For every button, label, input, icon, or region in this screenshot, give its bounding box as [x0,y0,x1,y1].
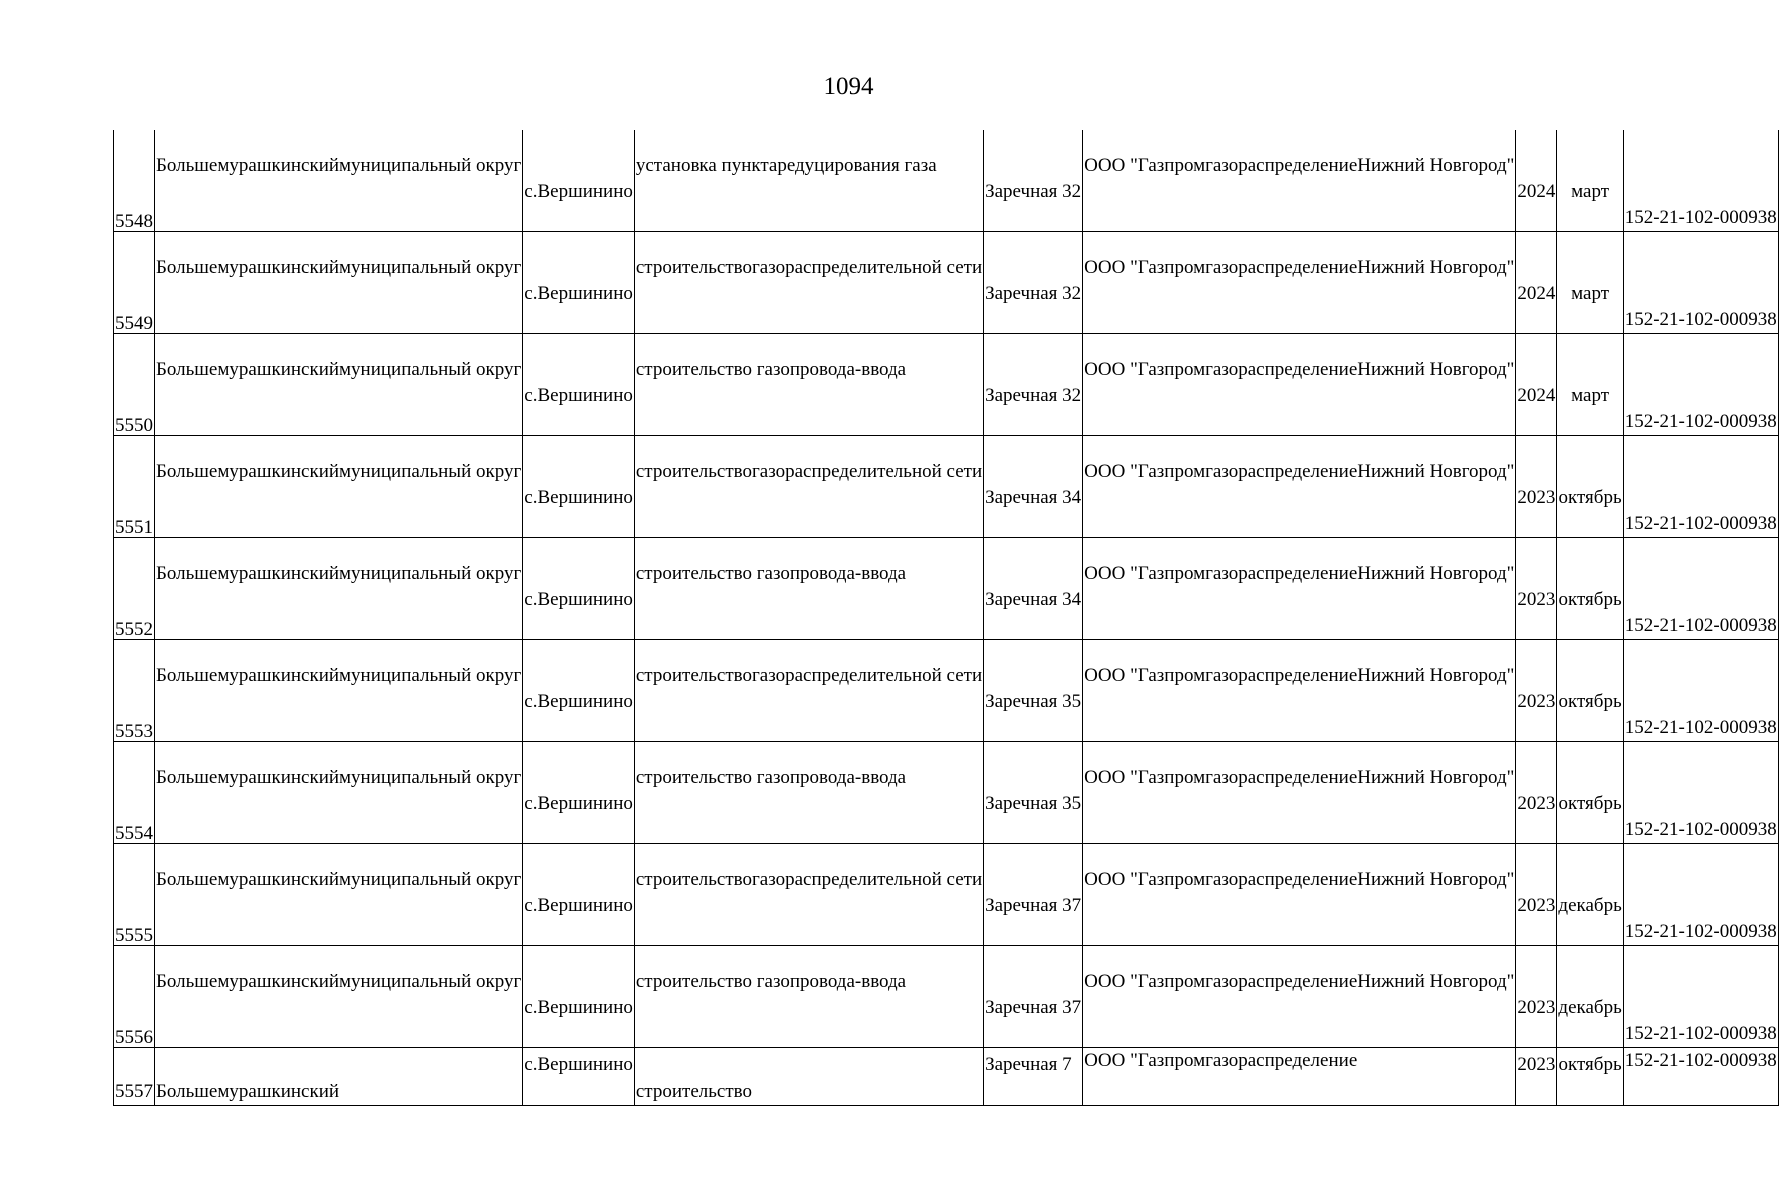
street-cell-text: Заречная 7 [985,1054,1072,1075]
street-cell [984,1048,1083,1106]
organization-cell-text [1084,155,1515,205]
work-type-cell-line: газораспределительной сети [751,257,983,278]
village-cell-text: с.Вершинино [524,997,633,1018]
row-number-cell [114,538,155,640]
organization-cell-text [1084,665,1515,715]
month-cell [1557,436,1623,538]
organization-cell-line: ООО "Газпром [1084,359,1206,380]
month-cell-text: март [1571,385,1610,406]
row-number-cell [114,1048,155,1106]
row-number-cell-text: 5554 [115,823,153,844]
village-cell-text: с.Вершинино [524,487,633,508]
row-number-cell-text: 5549 [115,313,153,334]
organization-cell [1083,232,1516,334]
district-cell-text [156,359,522,409]
year-cell [1516,436,1557,538]
district-cell-text [156,461,522,511]
organization-cell-line: ООО "Газпром [1084,257,1206,278]
work-type-cell-line: строительство газопровода- [635,563,862,584]
district-cell-line: муниципальный округ [339,461,522,482]
organization-cell [1083,844,1516,946]
table-row [114,334,1779,436]
organization-cell-line: газораспределение [1205,461,1358,482]
district-cell-text [156,563,522,613]
year-cell-text: 2023 [1517,895,1556,916]
work-type-cell-text [635,359,907,409]
month-cell [1557,946,1623,1048]
organization-cell-line: газораспределение [1205,869,1358,890]
street-cell [984,946,1083,1048]
village-cell [523,334,635,436]
district-cell-line: Большемурашкинский [156,869,340,890]
district-cell [155,1048,523,1106]
work-type-cell-line: редуцирования газа [777,155,937,176]
organization-cell-text [1084,359,1515,409]
work-type-cell-text [635,869,983,919]
village-cell-text: с.Вершинино [524,691,633,712]
work-type-cell-line: газораспределительной сети [751,869,983,890]
year-cell [1516,232,1557,334]
code-cell: 152-21-102-000938 [1623,334,1778,436]
year-cell-text: 2023 [1517,487,1556,508]
district-cell-line: муниципальный округ [339,155,522,176]
village-cell [523,946,635,1048]
street-cell-text: Заречная 37 [985,997,1082,1018]
organization-cell-line: Нижний Новгород" [1357,665,1515,686]
street-cell-text: Заречная 32 [985,283,1082,304]
district-cell [155,436,523,538]
work-type-cell-text [635,971,907,1021]
month-cell-text: октябрь [1558,589,1622,610]
work-type-cell-line: строительство газопровода- [635,971,862,992]
year-cell [1516,844,1557,946]
month-cell-text: декабрь [1558,997,1622,1018]
work-type-cell-line: ввода [861,767,907,788]
year-cell [1516,1048,1557,1106]
organization-cell [1083,1048,1516,1106]
district-cell-text [156,971,522,1021]
table-row [114,538,1779,640]
street-cell-text: Заречная 32 [985,181,1082,202]
month-cell [1557,232,1623,334]
work-type-cell [634,436,983,538]
district-cell-line: муниципальный округ [339,359,522,380]
organization-cell-text [1084,461,1515,511]
row-number-cell [114,844,155,946]
month-cell [1557,742,1623,844]
code-cell: 152-21-102-000938 [1623,130,1778,232]
village-cell [523,232,635,334]
year-cell-text: 2024 [1517,385,1556,406]
district-cell-line: муниципальный округ [339,767,522,788]
work-type-cell-line: газораспределительной сети [751,461,983,482]
district-cell [155,130,523,232]
month-cell [1557,844,1623,946]
street-cell-text: Заречная 35 [985,691,1082,712]
organization-cell-text [1084,257,1515,307]
code-cell: 152-21-102-000938 [1623,742,1778,844]
year-cell-text: 2023 [1517,691,1556,712]
village-cell-text: с.Вершинино [524,895,633,916]
village-cell [523,538,635,640]
organization-cell-line: газораспределение [1205,563,1358,584]
year-cell-text: 2023 [1517,1054,1556,1075]
table-row [114,130,1779,232]
year-cell [1516,130,1557,232]
month-cell-text: март [1571,181,1610,202]
table-row [114,742,1779,844]
district-cell [155,538,523,640]
table-row [114,1048,1779,1106]
organization-cell-line: ООО "Газпром [1084,869,1206,890]
year-cell [1516,640,1557,742]
district-cell-line: Большемурашкинский [156,563,340,584]
street-cell-text: Заречная 35 [985,793,1082,814]
village-cell-text: с.Вершинино [524,283,633,304]
work-type-cell-text [635,767,907,817]
code-cell: 152-21-102-000938 [1623,844,1778,946]
month-cell-text: октябрь [1558,691,1622,712]
organization-cell [1083,130,1516,232]
work-type-cell-text [636,1079,752,1105]
month-cell [1557,1048,1623,1106]
year-cell [1516,334,1557,436]
organization-cell-line: газораспределение [1205,359,1358,380]
street-cell-text: Заречная 37 [985,895,1082,916]
district-cell-line: муниципальный округ [339,563,522,584]
table-row [114,844,1779,946]
organization-cell-line: газораспределение [1205,155,1358,176]
year-cell-text: 2023 [1517,793,1556,814]
month-cell [1557,538,1623,640]
row-number-cell-text: 5551 [115,517,153,538]
work-type-cell-line: строительство [635,1081,752,1102]
district-cell-text [156,767,522,817]
village-cell [523,640,635,742]
row-number-cell-text: 5550 [115,415,153,436]
organization-cell-line: ООО "Газпром [1084,665,1206,686]
street-cell [984,742,1083,844]
row-number-cell [114,232,155,334]
district-cell-line: Большемурашкинский [156,461,340,482]
village-cell [523,844,635,946]
organization-cell-line: Нижний Новгород" [1357,155,1515,176]
year-cell-text: 2024 [1517,181,1556,202]
organization-cell-line: газораспределение [1205,257,1358,278]
organization-cell-line: ООО "Газпром [1084,155,1206,176]
work-type-cell-line: ввода [861,359,907,380]
month-cell [1557,334,1623,436]
district-cell-text [156,1079,339,1105]
village-cell-text: с.Вершинино [524,181,633,202]
village-cell [523,436,635,538]
district-cell [155,334,523,436]
district-cell-line: Большемурашкинский [156,1081,340,1102]
organization-cell [1083,436,1516,538]
organization-cell-line: Нижний Новгород" [1357,359,1515,380]
village-cell-text: с.Вершинино [524,589,633,610]
street-cell [984,640,1083,742]
organization-cell-line: газораспределение [1205,1050,1358,1071]
organization-cell [1083,334,1516,436]
registry-body [114,130,1779,1106]
organization-cell [1083,538,1516,640]
village-cell-text: с.Вершинино [524,1054,633,1075]
code-cell: 152-21-102-000938 [1623,946,1778,1048]
work-type-cell-text [635,665,983,715]
row-number-cell-text: 5552 [115,619,153,640]
row-number-cell [114,334,155,436]
organization-cell-text [1084,767,1515,817]
year-cell-text: 2023 [1517,997,1556,1018]
organization-cell-line: ООО "Газпром [1084,461,1206,482]
village-cell [523,1048,635,1106]
work-type-cell-line: газораспределительной сети [751,665,983,686]
organization-cell-line: Нижний Новгород" [1357,971,1515,992]
organization-cell-line: Нижний Новгород" [1357,461,1515,482]
district-cell-line: Большемурашкинский [156,155,340,176]
work-type-cell-text [635,257,983,307]
organization-cell-line: Нижний Новгород" [1357,563,1515,584]
code-cell: 152-21-102-000938 [1623,436,1778,538]
year-cell [1516,946,1557,1048]
organization-cell-line: ООО "Газпром [1084,767,1206,788]
street-cell [984,844,1083,946]
month-cell [1557,640,1623,742]
work-type-cell-line: установка пункта [635,155,778,176]
work-type-cell-line: строительство газопровода- [635,767,862,788]
work-type-cell [634,130,983,232]
registry-table [113,130,1779,1106]
district-cell-line: Большемурашкинский [156,359,340,380]
work-type-cell-line: строительство [635,461,752,482]
organization-cell-line: Нижний Новгород" [1357,869,1515,890]
district-cell-line: Большемурашкинский [156,257,340,278]
district-cell-line: Большемурашкинский [156,767,340,788]
month-cell-text: октябрь [1558,1054,1622,1075]
work-type-cell [634,334,983,436]
work-type-cell [634,742,983,844]
work-type-cell [634,538,983,640]
street-cell [984,232,1083,334]
row-number-cell-text: 5548 [115,211,153,232]
district-cell-text [156,869,522,919]
district-cell-line: Большемурашкинский [156,971,340,992]
table-row [114,946,1779,1048]
district-cell [155,232,523,334]
code-cell: 152-21-102-000938 [1623,1048,1778,1106]
district-cell-text [156,665,522,715]
district-cell [155,946,523,1048]
street-cell-text: Заречная 34 [985,589,1082,610]
organization-cell-line: ООО "Газпром [1084,971,1206,992]
row-number-cell [114,946,155,1048]
street-cell [984,334,1083,436]
district-cell [155,844,523,946]
work-type-cell-line: ввода [861,971,907,992]
month-cell [1557,130,1623,232]
work-type-cell-line: ввода [861,563,907,584]
organization-cell-line: ООО "Газпром [1084,1050,1206,1071]
table-row [114,232,1779,334]
street-cell [984,436,1083,538]
street-cell-text: Заречная 32 [985,385,1082,406]
year-cell [1516,538,1557,640]
district-cell-line: Большемурашкинский [156,665,340,686]
code-cell: 152-21-102-000938 [1623,640,1778,742]
district-cell-text [156,155,522,205]
table-row [114,640,1779,742]
row-number-cell-text: 5553 [115,721,153,742]
work-type-cell [634,844,983,946]
organization-cell-line: ООО "Газпром [1084,563,1206,584]
village-cell [523,130,635,232]
page-number: 1094 [823,73,874,100]
year-cell [1516,742,1557,844]
organization-cell-text [1084,1048,1357,1074]
organization-cell-text [1084,869,1515,919]
row-number-cell [114,742,155,844]
organization-cell-text [1084,971,1515,1021]
row-number-cell-text: 5556 [115,1027,153,1048]
month-cell-text: март [1571,283,1610,304]
month-cell-text: октябрь [1558,487,1622,508]
work-type-cell-text [635,155,937,205]
village-cell [523,742,635,844]
work-type-cell-line: строительство [635,869,752,890]
table-row [114,436,1779,538]
district-cell-line: муниципальный округ [339,665,522,686]
district-cell-line: муниципальный округ [339,257,522,278]
month-cell-text: октябрь [1558,793,1622,814]
organization-cell-line: Нижний Новгород" [1357,767,1515,788]
organization-cell-line: газораспределение [1205,767,1358,788]
work-type-cell [634,640,983,742]
work-type-cell-text [635,563,907,613]
work-type-cell [634,1048,983,1106]
work-type-cell [634,232,983,334]
row-number-cell [114,640,155,742]
district-cell-text [156,257,522,307]
organization-cell-line: газораспределение [1205,665,1358,686]
organization-cell-line: Нижний Новгород" [1357,257,1515,278]
work-type-cell-line: строительство [635,665,752,686]
row-number-cell [114,130,155,232]
row-number-cell-text: 5555 [115,925,153,946]
organization-cell [1083,640,1516,742]
organization-cell-text [1084,563,1515,613]
organization-cell [1083,946,1516,1048]
village-cell-text: с.Вершинино [524,793,633,814]
month-cell-text: декабрь [1558,895,1622,916]
work-type-cell-text [635,461,983,511]
row-number-cell [114,436,155,538]
district-cell-line: муниципальный округ [339,869,522,890]
work-type-cell [634,946,983,1048]
year-cell-text: 2024 [1517,283,1556,304]
organization-cell-line: газораспределение [1205,971,1358,992]
code-cell: 152-21-102-000938 [1623,538,1778,640]
district-cell [155,640,523,742]
street-cell [984,130,1083,232]
work-type-cell-line: строительство газопровода- [635,359,862,380]
street-cell-text: Заречная 34 [985,487,1082,508]
village-cell-text: с.Вершинино [524,385,633,406]
street-cell [984,538,1083,640]
district-cell-line: муниципальный округ [339,971,522,992]
code-cell: 152-21-102-000938 [1623,232,1778,334]
district-cell [155,742,523,844]
year-cell-text: 2023 [1517,589,1556,610]
row-number-cell-text: 5557 [115,1081,153,1102]
organization-cell [1083,742,1516,844]
work-type-cell-line: строительство [635,257,752,278]
